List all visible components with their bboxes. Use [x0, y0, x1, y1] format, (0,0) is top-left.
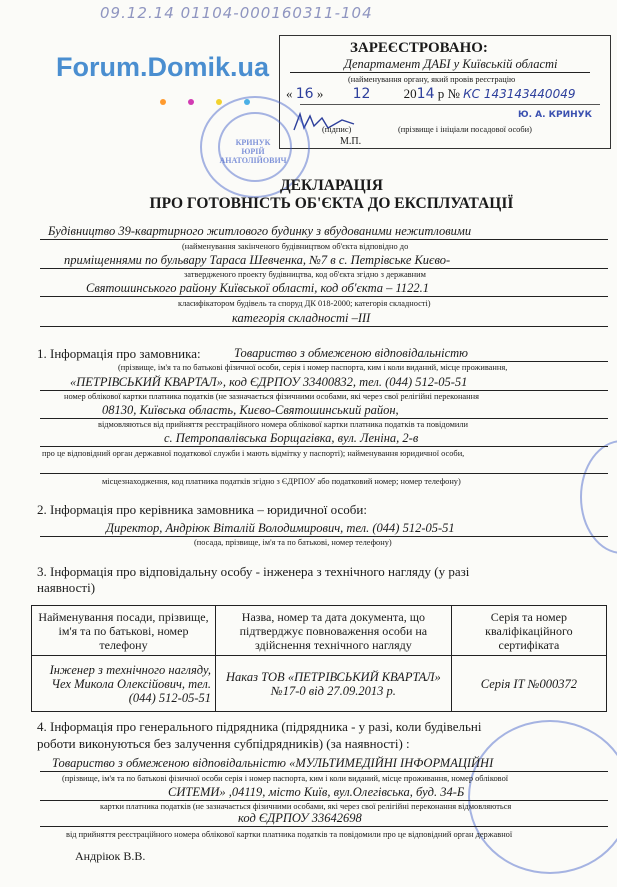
- table-header-row: [32, 606, 607, 656]
- section1-value2: «ПЕТРІВСЬКИЙ КВАРТАЛ», код ЄДРПОУ 33400832, тел. (044) 512-05-51: [70, 375, 468, 389]
- section4-value3: код ЄДРПОУ 33642698: [238, 811, 362, 825]
- section4-caption-2: картки платника податків (не зазначається фізичними особами, які через свої релігійні переконання відмовляються: [100, 802, 512, 811]
- registration-date: [286, 86, 611, 106]
- registration-authority: Департамент ДАБІ у Київській області: [344, 57, 558, 71]
- table-header-cell: Найменування посади, прізвище, ім'я та по батькові, номер телефону: [32, 606, 216, 656]
- stamp-line2: ЮРІЙ: [241, 147, 265, 156]
- object-underline-3: [40, 296, 608, 297]
- section4-underline-3: [40, 826, 608, 827]
- section1-caption-1: (прізвище, ім'я та по батькові фізичної особи, серія і номер паспорта, ким і коли виданий, місце проживання,: [118, 363, 508, 372]
- section4-heading-2: роботи виконуються без залучення субпідрядників) (за наявності) :: [37, 736, 410, 751]
- date-year-r: р №: [437, 86, 460, 101]
- edge-stamp-bottom: [468, 720, 617, 874]
- section3-heading-2: наявності): [37, 580, 96, 595]
- object-line4: категорія складності –III: [232, 311, 371, 325]
- section4-caption-3: від прийняття реєстраційного номера облікової картки платника податків та повідомили про це відповідний орган державної: [66, 830, 513, 839]
- section1-underline-1: [230, 361, 608, 362]
- stamp-line1: КРИНУК: [235, 138, 271, 147]
- table-row: [32, 656, 607, 712]
- date-mid: »: [316, 86, 324, 101]
- dot-icon: [160, 99, 166, 105]
- table-cell-certificate: Серія ІТ №000372: [451, 656, 606, 712]
- section2-underline: [40, 536, 608, 537]
- date-year-suffix: 14: [416, 86, 435, 102]
- section4-heading-1: 4. Інформація про генерального підрядника (підрядника - у разі, коли будівельні: [37, 719, 482, 734]
- section1-underline-4: [40, 446, 608, 447]
- officer-stamp: Ю. А. КРИНУК: [518, 110, 592, 120]
- object-caption-3: класифікатором будівель та споруд ДК 018-2000; категорія складності): [178, 299, 431, 308]
- object-caption-2: затвердженого проекту будівництва, код об'єкта згідно з державним: [184, 270, 426, 279]
- object-line3: Святошинського району Київської області, код об'єкта – 1122.1: [86, 281, 429, 295]
- date-year-prefix: 20: [403, 86, 417, 101]
- section3-heading-1: 3. Інформація про відповідальну особу - інженера з технічного нагляду (у разі: [37, 564, 470, 579]
- section1-value3: 08130, Київська область, Києво-Святошинський район,: [102, 403, 399, 417]
- title-line1: ДЕКЛАРАЦІЯ: [280, 177, 383, 194]
- section2-heading: 2. Інформація про керівника замовника – юридичної особи:: [37, 502, 367, 517]
- object-underline-4: [40, 326, 608, 327]
- object-underline-1: [40, 239, 608, 240]
- section4-value1: Товариство з обмеженою відповідальністю «МУЛЬТИМЕДІЙНІ ІНФОРМАЦІЙНІ: [52, 756, 494, 770]
- watermark-logo: Forum.Domik.ua: [56, 52, 270, 82]
- section1-caption-2: номер облікової картки платника податків (не зазначається фізичними особами, які через свої релігійні переконання: [64, 392, 479, 401]
- table-cell-document: Наказ ТОВ «ПЕТРІВСЬКИЙ КВАРТАЛ» №17-0 від 27.09.2013 р.: [216, 656, 452, 712]
- tech-supervision-table: [31, 605, 607, 712]
- authority-underline: [290, 72, 590, 73]
- header-scrawl: 09.12.14 01104-000160311-104: [100, 4, 373, 22]
- section1-underline-5: [40, 473, 608, 474]
- footer-signature-name: Андріюк В.В.: [75, 849, 146, 863]
- section1-value4: с. Петропавлівська Борщагівка, вул. Леніна, 2-в: [164, 431, 419, 445]
- dot-icon: [216, 99, 222, 105]
- signature-caption: (підпис): [322, 125, 352, 134]
- section1-underline-3: [40, 418, 608, 419]
- section1-heading: 1. Інформація про замовника:: [37, 346, 201, 361]
- section1-caption-4: про це відповідний орган державної податкової служби і мають відмітку у паспорті); найменування юридичної особи,: [42, 449, 465, 458]
- section4-underline-2: [40, 800, 608, 801]
- name-caption: (прізвище і ініціали посадової особи): [398, 125, 532, 134]
- section1-caption-3: відмовляються від прийняття реєстраційного номера облікової картки платника податків та повідомили: [98, 420, 469, 429]
- section1-caption-5: місцезнаходження, код платника податків згідно з ЄДРПОУ або податковий номер; номер телефону): [102, 477, 461, 486]
- object-line1: Будівництво 39-квартирного житлового будинку з вбудованими нежитловими: [48, 224, 472, 238]
- stamp-line3: АНАТОЛІЙОВИЧ: [219, 156, 287, 165]
- authority-caption: (найменування органу, який провів реєстрацію: [348, 75, 516, 84]
- section4-caption-1: (прізвище, ім'я та по батькові фізичної особи серія і номер паспорта, ким і коли виданий, місце проживання, номер облікової: [62, 774, 509, 783]
- section4-underline-1: [40, 771, 608, 772]
- table-header-cell: Серія та номер кваліфікаційного сертифіката: [451, 606, 606, 656]
- registration-title: ЗАРЕЄСТРОВАНО:: [350, 40, 488, 56]
- table-cell-position: Інженер з технічного нагляду, Чех Микола Олексійович, тел. (044) 512-05-51: [32, 656, 216, 712]
- object-line2: приміщеннями по бульвару Тараса Шевченка, №7 в с. Петрівське Києво-: [64, 253, 451, 267]
- section1-underline-2: [40, 390, 608, 391]
- table-header-cell: Назва, номер та дата документа, що підтверджує повноваження особи на здійснення технічного нагляду: [216, 606, 452, 656]
- section4-value2: СИТЕМИ» ,04119, місто Київ, вул.Олегівська, буд. 34-Б: [168, 785, 465, 799]
- mp-label: М.П.: [340, 136, 362, 147]
- date-day: 16: [295, 86, 314, 102]
- stamp-text: [215, 138, 291, 165]
- object-caption-1: (найменування закінченого будівництвом об'єкта відповідно до: [182, 242, 409, 251]
- section2-caption: (посада, прізвище, ім'я та по батькові, номер телефону): [194, 538, 392, 547]
- registration-number: КС 143143440049: [463, 87, 576, 101]
- object-underline-2: [40, 268, 608, 269]
- dot-icon: [188, 99, 194, 105]
- date-open: «: [286, 86, 293, 101]
- date-underline: [300, 104, 600, 105]
- title-line2: ПРО ГОТОВНІСТЬ ОБ'ЄКТА ДО ЕКСПЛУАТАЦІЇ: [149, 195, 514, 212]
- section1-value1: Товариство з обмеженою відповідальністю: [234, 346, 468, 360]
- section2-value: Директор, Андріюк Віталій Володимирович, тел. (044) 512-05-51: [106, 521, 455, 535]
- date-month: 12: [352, 86, 371, 102]
